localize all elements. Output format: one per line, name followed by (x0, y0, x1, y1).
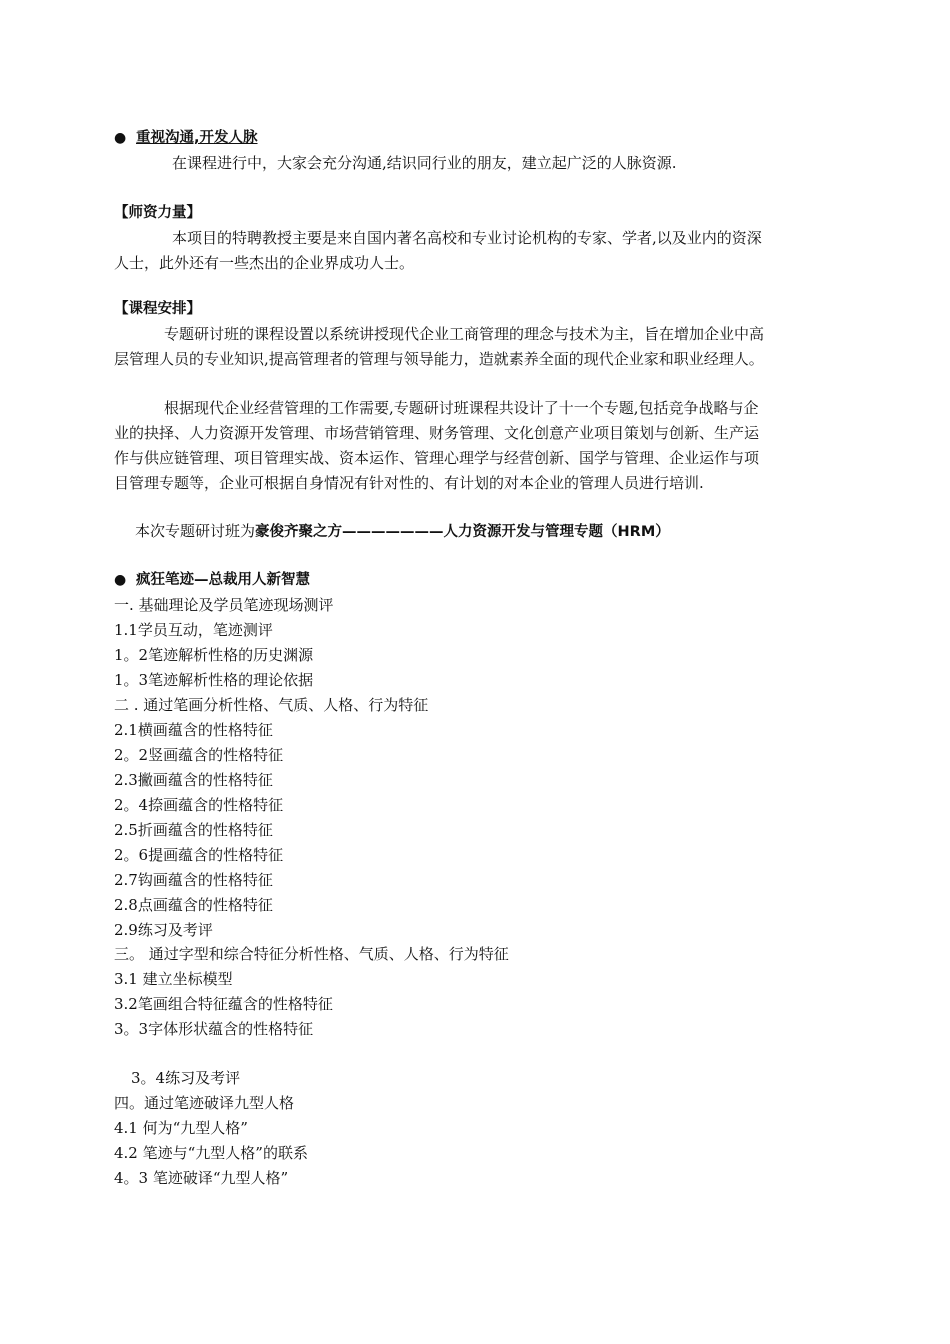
schedule-p2-line3: 作与供应链管理、项目管理实战、资本运作、管理心理学与经营创新、国学与管理、企业运作与项 (114, 449, 760, 467)
faculty-heading: 【师资力量】 (114, 205, 201, 221)
outline-item: 3.1 建立坐标模型 (114, 970, 233, 988)
outline-item: 2.7钩画蕴含的性格特征 (114, 871, 273, 889)
handwriting-heading: 疯狂笔迹—总裁用人新智慧 (136, 572, 310, 588)
communication-body: 在课程进行中，大家会充分沟通,结识同行业的朋友，建立起广泛的人脉资源. (172, 154, 677, 172)
outline-item: 三。 通过字型和综合特征分析性格、气质、人格、行为特征 (114, 945, 509, 963)
schedule-p1-line2: 层管理人员的专业知识,提高管理者的管理与领导能力，造就素养全面的现代企业家和职业经理人。 (114, 350, 764, 368)
outline-item: 2.5折画蕴含的性格特征 (114, 821, 273, 839)
bullet-icon: ● (114, 130, 127, 146)
faculty-body-line2: 人士，此外还有一些杰出的企业界成功人士。 (114, 254, 415, 272)
outline-item: 1.1学员互动，笔迹测评 (114, 621, 273, 639)
bullet-icon: ● (114, 572, 127, 588)
schedule-p2-line1: 根据现代企业经营管理的工作需要,专题研讨班课程共设计了十一个专题,包括竞争战略与企 (164, 399, 759, 417)
communication-heading: 重视沟通,开发人脉 (136, 130, 258, 146)
schedule-heading: 【课程安排】 (114, 301, 201, 317)
outline-item: 2.3撇画蕴含的性格特征 (114, 771, 273, 789)
outline-item: 1。2笔迹解析性格的历史渊源 (114, 646, 314, 664)
schedule-p1-line1: 专题研讨班的课程设置以系统讲授现代企业工商管理的理念与技术为主，旨在增加企业中高 (164, 325, 765, 343)
faculty-body-line1: 本项目的特聘教授主要是来自国内著名高校和专业讨论机构的专家、学者,以及业内的资深 (172, 229, 762, 247)
current-course-topic: 豪俊齐聚之方———————人力资源开发与管理专题（HRM） (255, 524, 670, 540)
outline-item: 二 . 通过笔画分析性格、气质、人格、行为特征 (114, 696, 429, 714)
outline-item: 4.2 笔迹与“九型人格”的联系 (114, 1144, 308, 1162)
communication-heading-line (114, 128, 840, 148)
outline-item: 1。3笔迹解析性格的理论依据 (114, 671, 314, 689)
current-course-prefix: 本次专题研讨班为 (135, 522, 256, 540)
current-course-line (135, 521, 861, 542)
outline-item: 4。3 笔迹破译“九型人格” (114, 1169, 289, 1187)
outline-item: 四。通过笔迹破译九型人格 (114, 1094, 295, 1112)
outline-item: 2.8点画蕴含的性格特征 (114, 896, 273, 914)
outline-item: 2.9练习及考评 (114, 921, 213, 939)
outline-item: 2。6提画蕴含的性格特征 (114, 846, 284, 864)
outline-item: 2.1横画蕴含的性格特征 (114, 721, 273, 739)
handwriting-heading-line (114, 570, 840, 590)
outline-item: 2。2竖画蕴含的性格特征 (114, 746, 284, 764)
outline-item: 4.1 何为“九型人格” (114, 1119, 248, 1137)
schedule-p2-line4: 目管理专题等，企业可根据自身情况有针对性的、有计划的对本企业的管理人员进行培训. (114, 474, 704, 492)
outline-item: 3。3字体形状蕴含的性格特征 (114, 1020, 314, 1038)
outline-item: 一. 基础理论及学员笔迹现场测评 (114, 596, 334, 614)
outline-item: 3.2笔画组合特征蕴含的性格特征 (114, 995, 333, 1013)
outline-item: 3。4练习及考评 (131, 1069, 241, 1087)
outline-item: 2。4捺画蕴含的性格特征 (114, 796, 284, 814)
schedule-p2-line2: 业的抉择、人力资源开发管理、市场营销管理、财务管理、文化创意产业项目策划与创新、生产运 (114, 424, 760, 442)
